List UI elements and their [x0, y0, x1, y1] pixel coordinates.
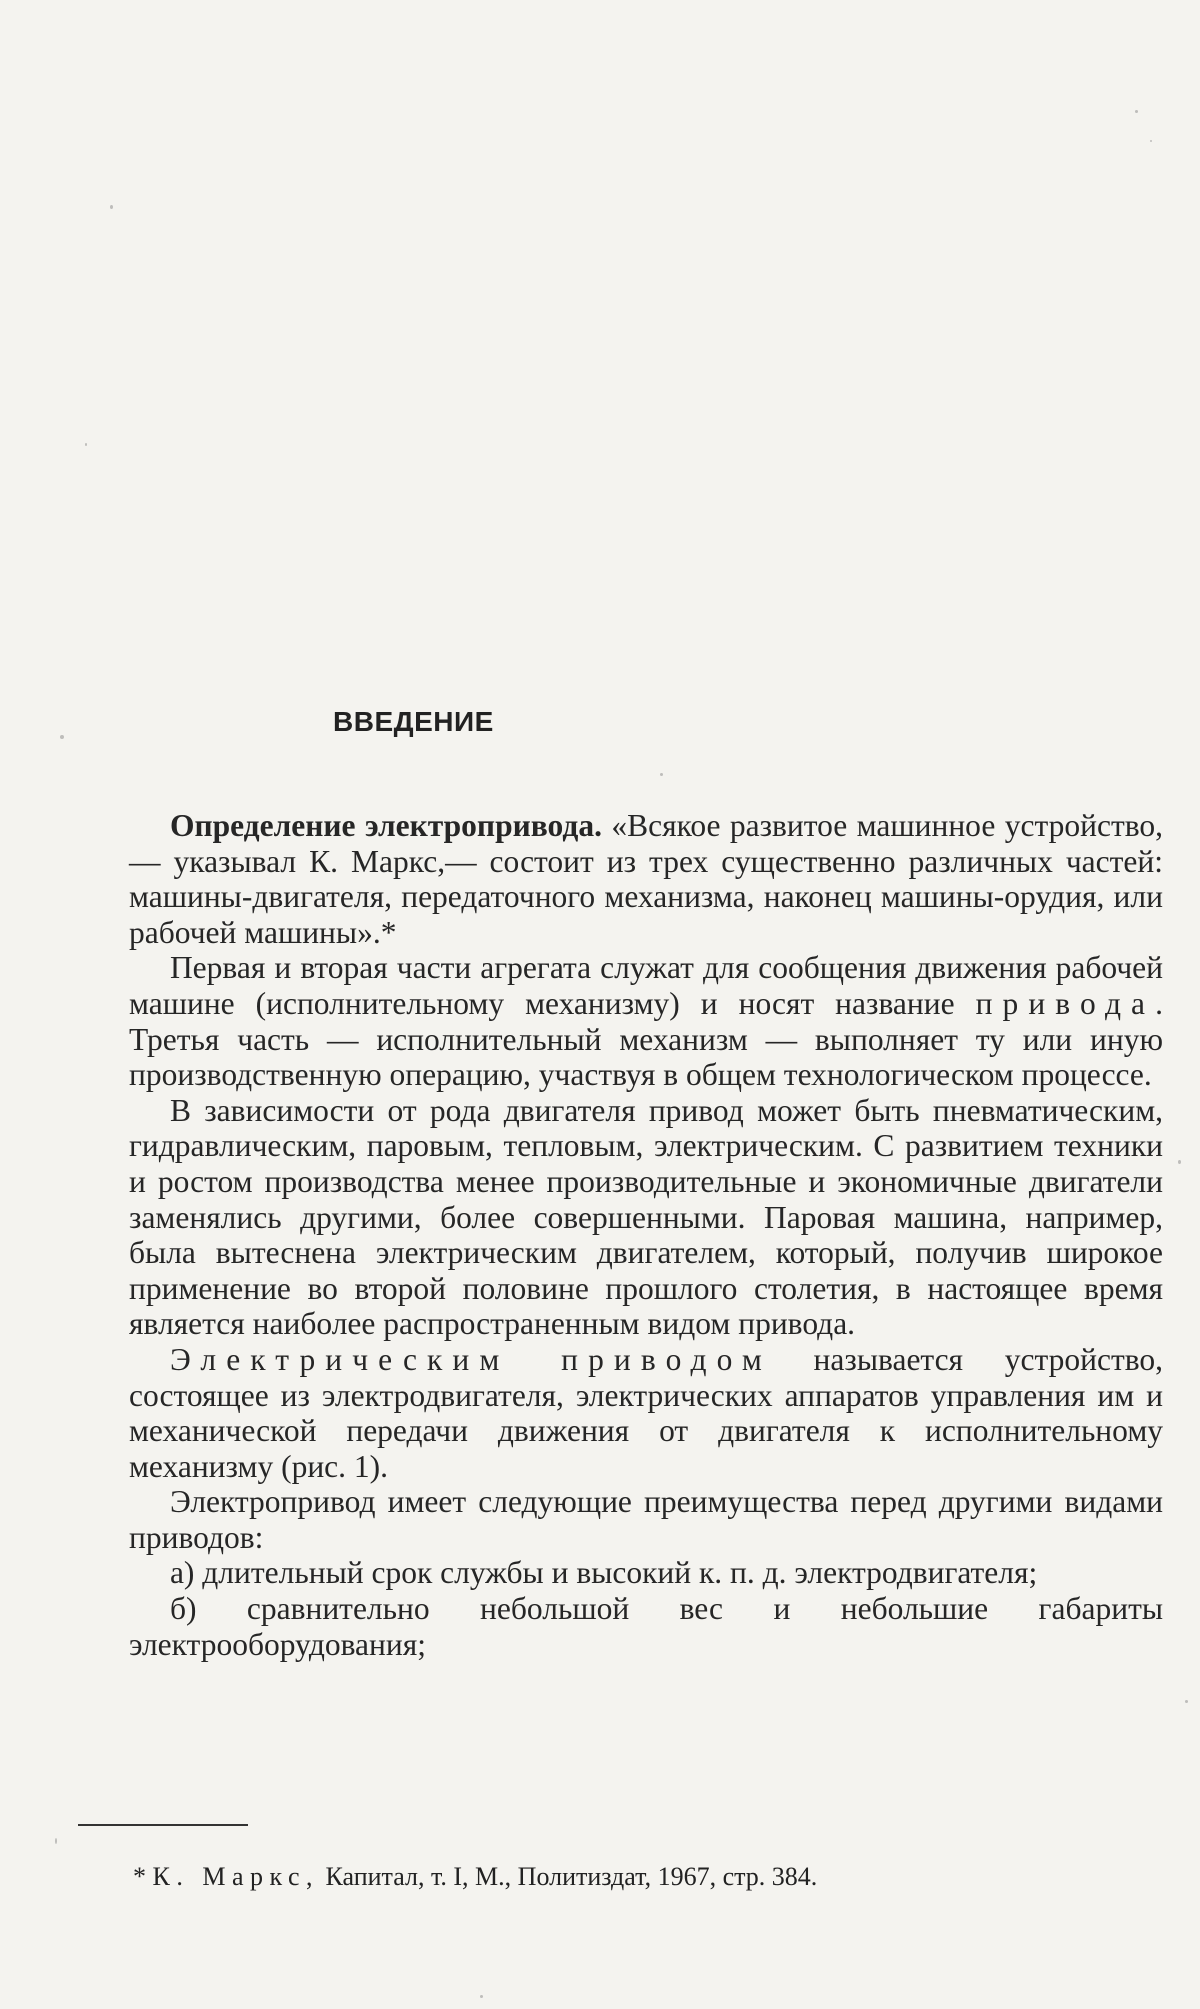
paragraph-text: называется устройство, состоящее из электродвигателя, электрических аппаратов управления им и механической передачи движения от двигателя к исполнительному механизму (рис. 1).	[129, 1341, 1163, 1484]
footnote-author: К. Маркс,	[152, 1862, 320, 1891]
scan-speck	[60, 735, 64, 739]
emphasized-term: Электрическим приводом	[169, 1341, 772, 1377]
scan-speck	[55, 1838, 57, 1844]
scan-speck	[480, 1995, 483, 1998]
paragraph-text: . Третья часть — исполнительный механизм — выполняет ту или иную производственную операцию, участвуя в общем технологическом процессе.	[129, 985, 1163, 1093]
section-heading: ВВЕДЕНИЕ	[333, 706, 494, 737]
paragraph-text: б) сравнительно небольшой вес и небольшие габариты электрооборудования;	[129, 1591, 1163, 1662]
paragraph-text: «Всякое развитое машинное устройство,— указывал К. Маркс,— состоит из трех существенно различных частей: машины-двигателя, передаточного механизма, наконец машины-орудия, или рабочей машины».*	[129, 808, 1163, 950]
paragraph-text: В зависимости от рода двигателя привод может быть пневматическим, гидравлическим, паровым, тепловым, электрическим. С развитием техники и ростом производства менее производительные и экономичные двигатели заменялись другими, более совершенными. Паровая машина, например, была вытеснена электрическим двигателем, который, получив широкое применение во второй половине прошлого столетия, в настоящее время является наиболее распространенным видом привода.	[129, 1092, 1163, 1342]
list-item-b	[129, 1591, 1163, 1662]
paragraph-advantages-intro	[129, 1484, 1163, 1555]
emphasized-term: привода	[975, 985, 1156, 1021]
paragraph-text: Электропривод имеет следующие преимущества перед другими видами приводов:	[129, 1484, 1163, 1555]
paragraph-electric-drive-definition	[129, 1342, 1163, 1484]
scan-speck	[660, 773, 663, 776]
footnote-divider	[78, 1824, 248, 1826]
paragraph-drive-types	[129, 1093, 1163, 1342]
body-text	[129, 808, 1163, 1662]
paragraph-text: Первая и вторая части агрегата служат для сообщения движения рабочей машине (исполнительному механизму) и носят название	[129, 950, 1163, 1021]
paragraph-drive-parts	[129, 950, 1163, 1092]
scan-speck	[1135, 110, 1138, 113]
list-item-a	[129, 1555, 1163, 1591]
footnote-mark: *	[133, 1862, 153, 1891]
scan-speck	[1185, 1700, 1188, 1703]
footnote	[133, 1862, 817, 1892]
scan-speck	[1150, 140, 1152, 142]
scan-speck	[85, 443, 87, 446]
scan-speck	[110, 205, 113, 209]
run-in-heading: Определение электропривода.	[169, 808, 602, 843]
footnote-text: Капитал, т. I, М., Политиздат, 1967, стр. 384.	[319, 1862, 818, 1891]
paragraph-definition	[129, 808, 1163, 950]
scan-speck	[1178, 1160, 1181, 1164]
paragraph-text: а) длительный срок службы и высокий к. п. д. электродвигателя;	[169, 1555, 1038, 1591]
